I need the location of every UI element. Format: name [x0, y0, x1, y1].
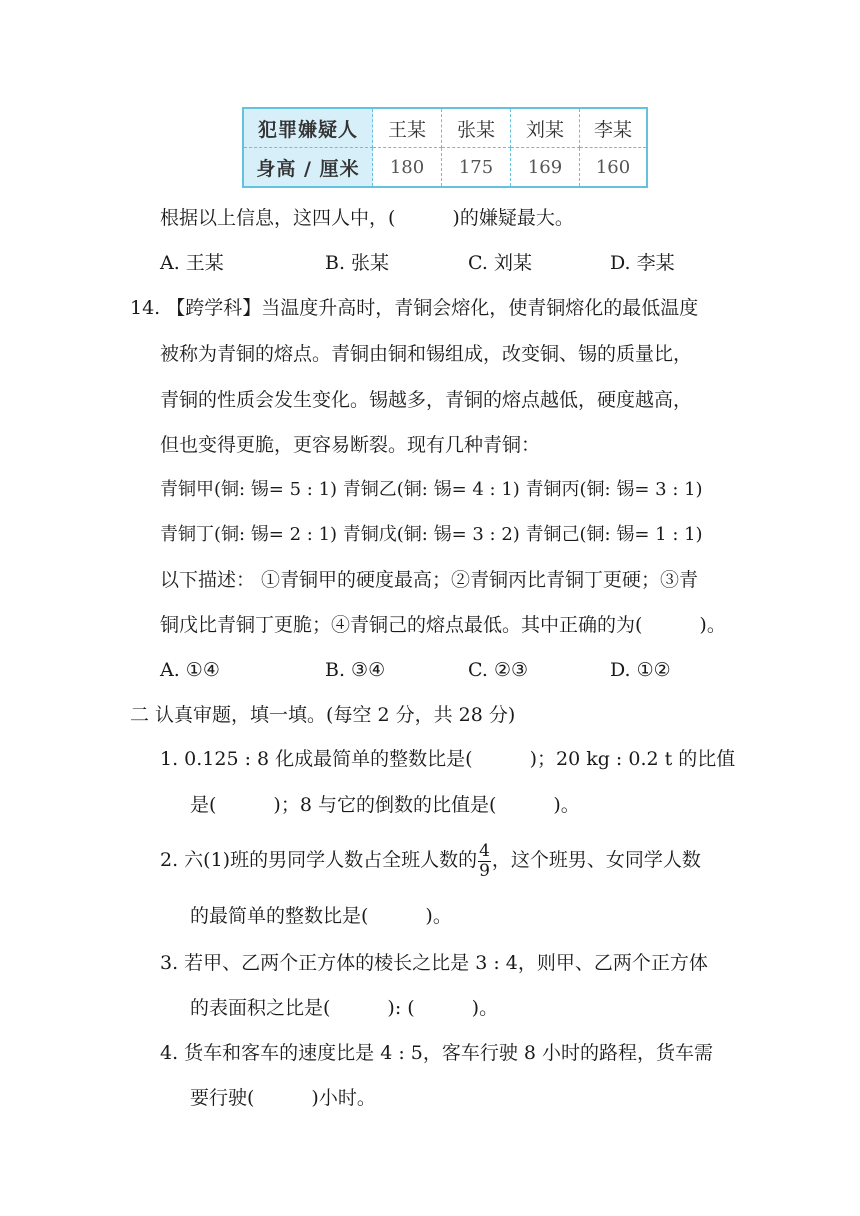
table-cell: 刘某: [511, 108, 580, 148]
table-header-cell: 犯罪嫌疑人: [243, 108, 373, 148]
q13-stem: 根据以上信息，这四人中，( )的嫌疑最大。: [160, 207, 574, 229]
fill-q2-text-after: ，这个班男、女同学人数: [491, 849, 701, 871]
table-cell: 169: [511, 148, 580, 188]
q14-option-a[interactable]: A. ①④: [160, 659, 220, 681]
q14-line-8: 铜戊比青铜丁更脆；④青铜己的熔点最低。其中正确的为( )。: [160, 614, 726, 636]
fill-q3-line-2: 的表面积之比是( ): ( )。: [190, 997, 499, 1019]
table-cell: 王某: [373, 108, 442, 148]
table-cell: 180: [373, 148, 442, 188]
q14-line-6: 青铜丁(铜: 锡= 2 : 1) 青铜戊(铜: 锡= 3 : 2) 青铜己(铜: 锡= 1 : 1): [160, 524, 703, 545]
q14-line-3: 青铜的性质会发生变化。锡越多，青铜的熔点越低，硬度越高，: [160, 389, 693, 411]
fraction-numerator: 4: [479, 840, 490, 861]
fraction: [478, 842, 491, 881]
table-cell: 175: [442, 148, 511, 188]
fill-q4-line-1: 4. 货车和客车的速度比是 4 : 5，客车行驶 8 小时的路程，货车需: [160, 1042, 714, 1064]
table-row: [243, 148, 647, 188]
table-header-cell: 身高 / 厘米: [243, 148, 373, 188]
section-heading: 二 认真审题，填一填。(每空 2 分，共 28 分): [130, 704, 516, 726]
q14-line-5: 青铜甲(铜: 锡= 5 : 1) 青铜乙(铜: 锡= 4 : 1) 青铜丙(铜: 锡= 3 : 1): [160, 479, 703, 500]
fill-q4-line-2: 要行驶( )小时。: [190, 1087, 376, 1109]
q13-option-c[interactable]: C. 刘某: [468, 252, 532, 274]
table-cell: 张某: [442, 108, 511, 148]
fill-q1-line-2: 是( )；8 与它的倒数的比值是( )。: [190, 794, 580, 816]
table-cell: 160: [595, 156, 631, 178]
table-cell: 李某: [580, 108, 648, 148]
fill-q2-text-before: 2. 六(1)班的男同学人数占全班人数的: [160, 849, 478, 871]
q14-option-c[interactable]: C. ②③: [468, 659, 529, 681]
fill-q3-line-1: 3. 若甲、乙两个正方体的棱长之比是 3 : 4，则甲、乙两个正方体: [160, 952, 708, 974]
q13-option-a[interactable]: A. 王某: [160, 252, 224, 274]
fill-q2-line-1: [160, 838, 701, 882]
q14-line-2: 被称为青铜的熔点。青铜由铜和锡组成，改变铜、锡的质量比，: [160, 343, 693, 365]
q13-option-d[interactable]: D. 李某: [610, 252, 675, 274]
table-row: [243, 108, 647, 148]
q14-option-d[interactable]: D. ①②: [610, 659, 671, 681]
fill-q2-line-2: 的最简单的整数比是( )。: [190, 905, 452, 927]
suspect-height-table: [242, 107, 648, 188]
q14-option-b[interactable]: B. ③④: [325, 659, 386, 681]
fraction-denominator: 9: [479, 860, 490, 881]
q14-line-7: 以下描述： ①青铜甲的硬度最高；②青铜丙比青铜丁更硬；③青: [160, 569, 699, 591]
q14-line-1: 14. 【跨学科】当温度升高时，青铜会熔化，使青铜熔化的最低温度: [130, 297, 699, 319]
fill-q1-line-1: 1. 0.125 : 8 化成最简单的整数比是( )；20 kg : 0.2 t 的比值: [160, 748, 736, 770]
q14-line-4: 但也变得更脆，更容易断裂。现有几种青铜：: [160, 434, 541, 456]
q13-option-b[interactable]: B. 张某: [325, 252, 390, 274]
